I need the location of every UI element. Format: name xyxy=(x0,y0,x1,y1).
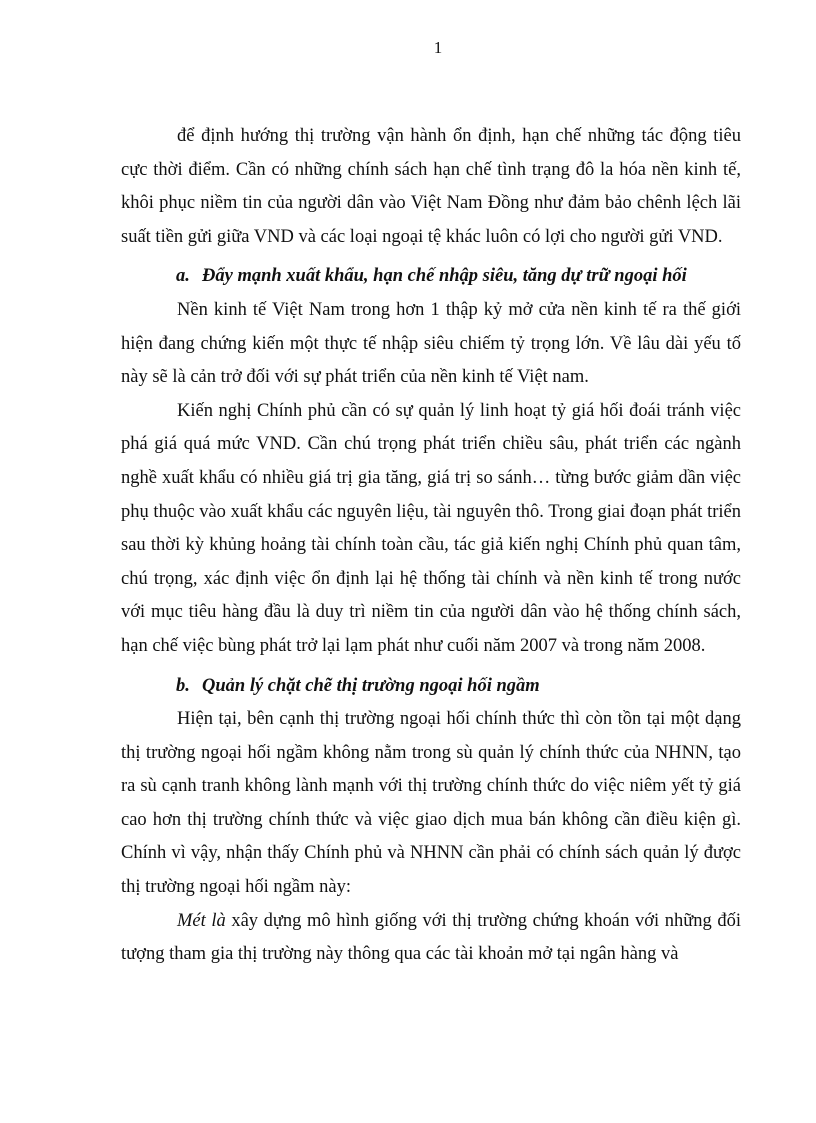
paragraph-continuation: để định hướng thị trường vận hành ổn định, hạn chế những tác động tiêu cực thời điểm. Cần có những chính sách hạn chế tình trạng đô la hóa nền kinh tế, khôi phục niềm tin của người dân vào Việt Nam Đồng như đảm bảo chênh lệch lãi suất tiền gửi giữa VND và các loại ngoại tệ khác luôn có lợi cho người gửi VND. xyxy=(121,126,741,247)
page-number: 1 xyxy=(433,38,443,57)
paragraph-black-market: Hiện tại, bên cạnh thị trường ngoại hối chính thức thì còn tồn tại một dạng thị trường ngoại hối ngầm không nằm trong sù quản lý chính thức của NHNN, tạo ra sù cạnh tranh không lành mạnh với thị trường chính thức do việc niêm yết tỷ giá cao hơn thị trường chính thức và việc giao dịch mua bán không cần điều kiện gì. Chính vì vậy, nhận thấy Chính phủ và NHNN cần phải có chính sách quản lý được thị trường ngoại hối ngầm này: xyxy=(121,709,741,898)
document-body xyxy=(121,120,741,972)
section-title-b: Quản lý chặt chẽ thị trường ngoại hối ngầm xyxy=(202,675,540,696)
section-heading-b xyxy=(121,670,741,704)
section-marker-b: b. xyxy=(176,675,190,696)
paragraph-exchange-rate: Kiến nghị Chính phủ cần có sự quản lý linh hoạt tỷ giá hối đoái tránh việc phá giá quá mức VND. Cần chú trọng phát triển chiều sâu, phát triển các ngành nghề xuất khẩu có nhiều giá trị gia tăng, giá trị so sánh… từng bước giảm dần việc phụ thuộc vào xuất khẩu các nguyên liệu, tài nguyên thô. Trong giai đoạn phát triển sau thời kỳ khủng hoảng tài chính toàn cầu, tác giả kiến nghị Chính phủ quan tâm, chú trọng, xác định việc ổn định lại hệ thống tài chính và nền kinh tế trong nước với mục tiêu hàng đầu là duy trì niềm tin của người dân vào hệ thống chính sách, hạn chế việc bùng phát trở lại lạm phát như cuối năm 2007 và trong năm 2008. xyxy=(121,400,741,656)
section-heading-a xyxy=(121,260,741,294)
first-measure-lead: Mét là xyxy=(177,910,226,931)
first-measure-text: xây dựng mô hình giống với thị trường chứng khoán với những đối tượng tham gia thị trường này thông qua các tài khoản mở tại ngân hàng và xyxy=(121,910,741,965)
paragraph-first-measure xyxy=(121,905,741,972)
paragraph-trade-deficit: Nền kinh tế Việt Nam trong hơn 1 thập kỷ mở cửa nền kinh tế ra thế giới hiện đang chứng kiến một thực tế nhập siêu chiếm tỷ trọng lớn. Về lâu dài yếu tố này sẽ là cản trở đối với sự phát triển của nền kinh tế Việt nam. xyxy=(121,299,741,388)
section-title-a: Đẩy mạnh xuất khẩu, hạn chế nhập siêu, tăng dự trữ ngoại hối xyxy=(202,266,687,287)
section-marker-a: a. xyxy=(176,266,190,287)
